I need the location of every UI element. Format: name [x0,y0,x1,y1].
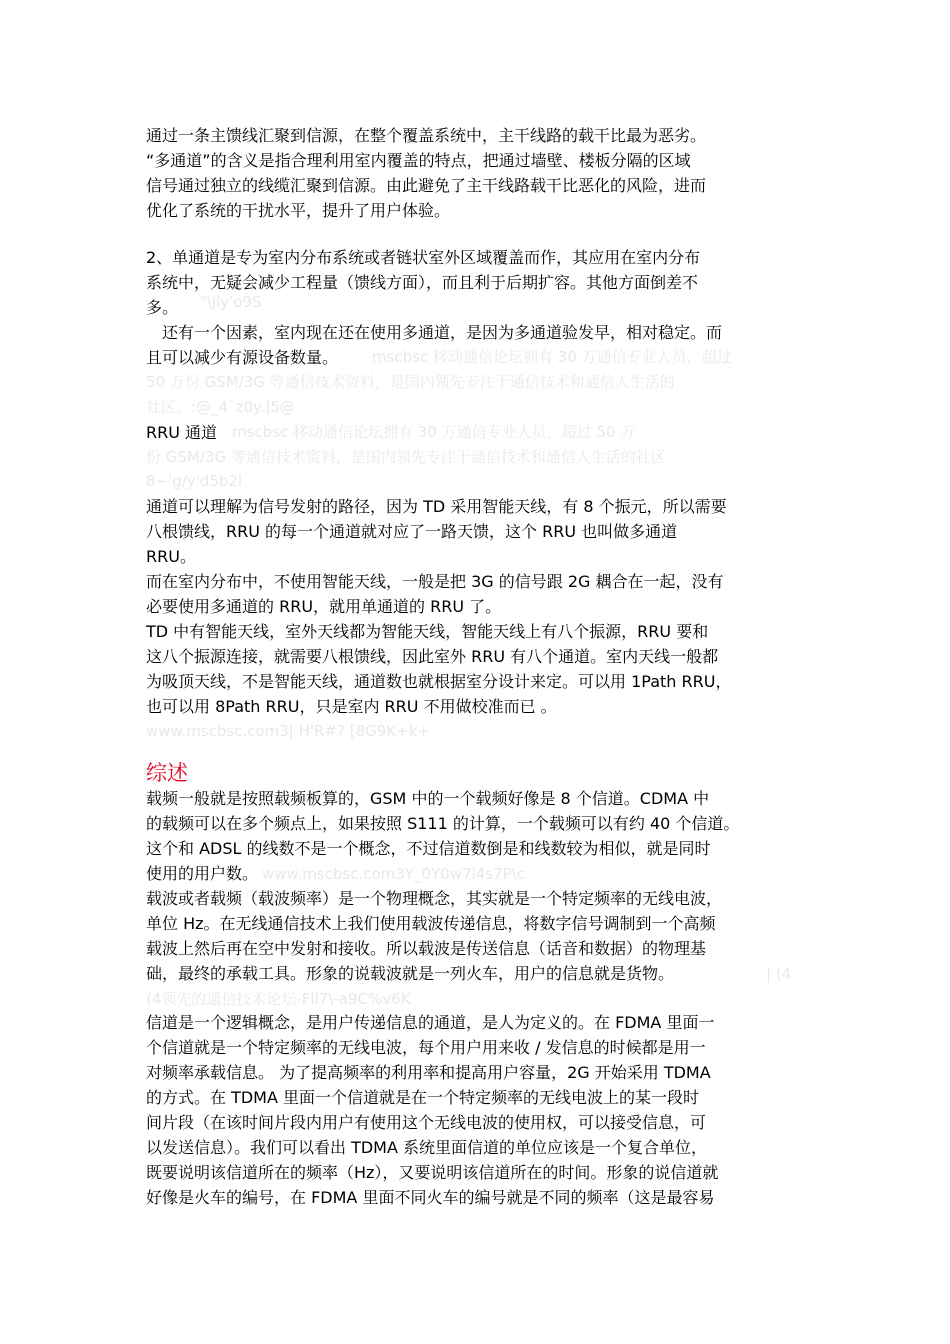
watermark-text: 份 GSM/3G 等通信技术资料，是国内领先专注于通信技术和通信人生活的社区 [146,448,666,466]
paragraph-line: 而在室内分布中，不使用智能天线，一般是把 3G 的信号跟 2G 耦合在一起，没有 [146,572,724,591]
paragraph-line: 多。 [146,298,179,317]
paragraph-line: 对频率承载信息。 为了提高频率的利用率和提高用户容量，2G 开始采用 TDMA [146,1063,711,1082]
paragraph-line: 既要说明该信道所在的频率（Hz），又要说明该信道所在的时间。形象的说信道就 [146,1163,719,1182]
watermark-text: www.mscbsc.com3| H'R#? [8G9K+k+ [146,722,430,740]
paragraph-line: 且可以减少有源设备数量。 [146,348,339,367]
summary-heading: 综述 [146,761,188,785]
paragraph-line: 也可以用 8Path RRU，只是室内 RRU 不用做校准而已 。 [146,697,557,716]
paragraph-line: “多通道”的含义是指合理利用室内覆盖的特点，把通过墙壁、楼板分隔的区域 [146,151,691,170]
watermark-text: mscbsc 移动通信论坛拥有 30 万通信专业人员，超过 50 万 [232,423,636,441]
paragraph-line: 优化了系统的干扰水平，提升了用户体验。 [146,201,451,220]
rru-section-title: RRU 通道 [146,423,218,442]
paragraph-line: 载频一般就是按照载频板算的，GSM 中的一个载频好像是 8 个信道。CDMA 中 [146,789,710,808]
paragraph-line: 还有一个因素，室内现在还在使用多通道，是因为多通道验发早，相对稳定。而 [162,323,723,342]
paragraph-line: TD 中有智能天线，室外天线都为智能天线，智能天线上有八个振源，RRU 要和 [146,622,709,641]
paragraph-line: 础，最终的承载工具。形象的说载波就是一列火车，用户的信息就是货物。 [146,964,675,983]
paragraph-line: 八根馈线，RRU 的每一个通道就对应了一路天馈，这个 RRU 也叫做多通道 [146,522,678,541]
paragraph-line: 间片段（在该时间片段内用户有使用这个无线电波的使用权，可以接受信息，可 [146,1113,707,1132]
paragraph-line: 使用的用户数。 [146,864,259,883]
paragraph-line: 以发送信息）。我们可以看出 TDMA 系统里面信道的单位应该是一个复合单位， [146,1138,708,1157]
paragraph-line: 为吸顶天线，不是智能天线，通道数也就根据室分设计来定。可以用 1Path RRU， [146,672,732,691]
watermark-text: www.mscbsc.com3Y_0Y0w7l4s7P\c [262,865,525,883]
watermark-text: "\jly'o9S [200,293,262,311]
paragraph-line: 必要使用多通道的 RRU，就用单通道的 RRU 了。 [146,597,502,616]
paragraph-line: 好像是火车的编号，在 FDMA 里面不同火车的编号就是不同的频率（这是最容易 [146,1188,715,1207]
paragraph-line: 信号通过独立的线缆汇聚到信源。由此避免了主干线路载干比恶化的风险，进而 [146,176,707,195]
watermark-text: 社区。:@_4`z0y.]5@ [146,398,295,416]
paragraph-line: 载波或者载频（载波频率）是一个物理概念，其实就是一个特定频率的无线电波， [146,889,723,908]
paragraph-line: RRU。 [146,547,196,566]
paragraph-line: 载波上然后再在空中发射和接收。所以载波是传送信息（话音和数据）的物理基 [146,939,707,958]
paragraph-line: 个信道就是一个特定频率的无线电波，每个用户用来收 / 发信息的时候都是用一 [146,1038,706,1057]
paragraph-line: 这八个振源连接，就需要八根馈线，因此室外 RRU 有八个通道。室内天线一般都 [146,647,719,666]
watermark-text: mscbsc 移动通信论坛拥有 30 万通信专业人员，超过 [372,348,732,366]
watermark-text: 50 万份 GSM/3G 等通信技术资料，是国内领先专注于通信技术和通信人生活的 [146,373,675,391]
paragraph-line: 系统中，无疑会减少工程量（馈线方面），而且利于后期扩容。其他方面倒差不 [146,273,699,292]
paragraph-line: 2、单通道是专为室内分布系统或者链状室外区域覆盖而作，其应用在室内分布 [146,248,701,267]
paragraph-line: 信道是一个逻辑概念，是用户传递信息的通道，是人为定义的。在 FDMA 里面一 [146,1013,715,1032]
paragraph-line: 通道可以理解为信号发射的路径，因为 TD 采用智能天线，有 8 个振元，所以需要 [146,497,727,516]
paragraph-line: 的载频可以在多个频点上，如果按照 S111 的计算，一个载频可以有约 40 个信道。 [146,814,740,833]
watermark-text: | (4 [766,965,792,983]
watermark-text: 8~'g/y'd5b2l [146,472,243,490]
paragraph-line: 的方式。在 TDMA 里面一个信道就是在一个特定频率的无线电波上的某一段时 [146,1088,700,1107]
paragraph-line: 通过一条主馈线汇聚到信源，在整个覆盖系统中，主干线路的载干比最为恶劣。 [146,126,707,145]
paragraph-line: 单位 Hz。在无线通信技术上我们使用载波传递信息，将数字信号调制到一个高频 [146,914,716,933]
watermark-text: (4领先的通信技术论坛-Fll7\-a9C%v6K [146,990,411,1008]
paragraph-line: 这个和 ADSL 的线数不是一个概念，不过信道数倒是和线数较为相似，就是同时 [146,839,711,858]
